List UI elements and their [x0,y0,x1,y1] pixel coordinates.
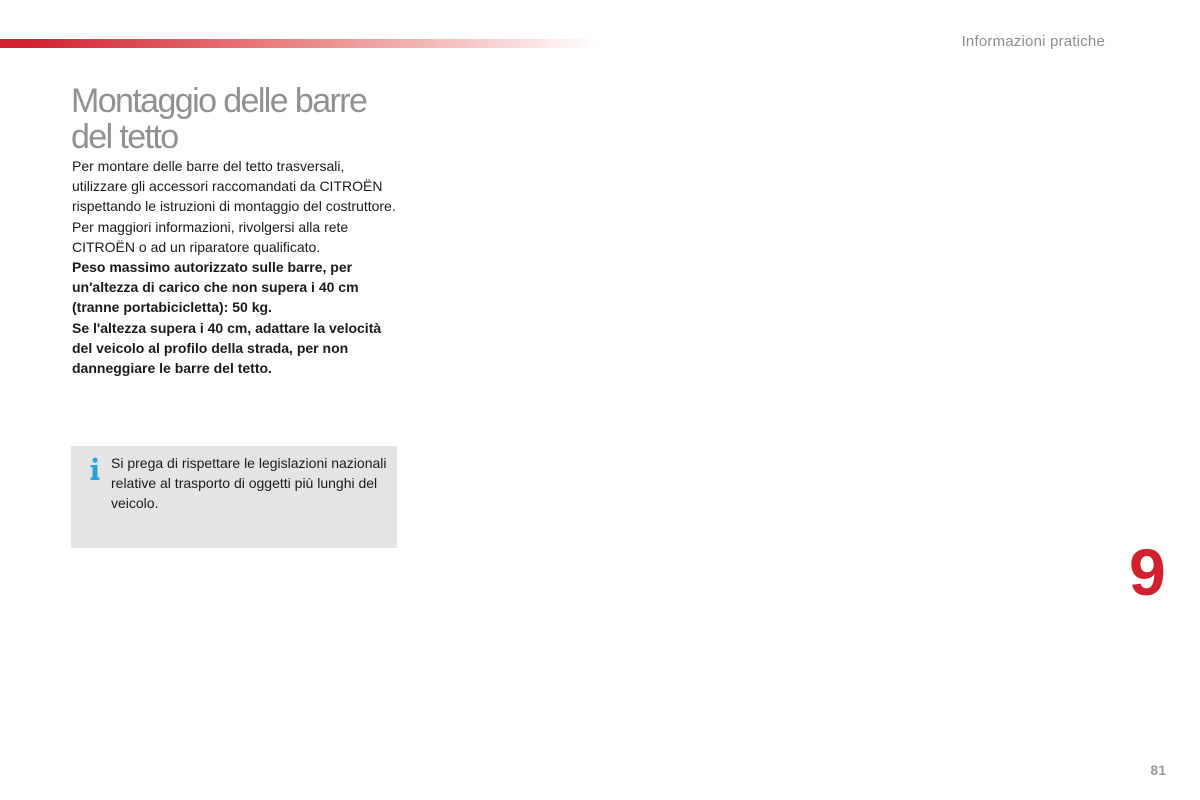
info-box [71,446,397,548]
section-title: Informazioni pratiche [961,33,1105,50]
warning-max-weight: Peso massimo autorizzato sulle barre, per un'altezza di carico che non supera i 40 cm (tranne portabicicletta): 50 kg. [72,259,359,316]
page-title: Montaggio delle barre del tetto [71,82,367,156]
paragraph-more-info: Per maggiori informazioni, rivolgersi alla rete CITROËN o ad un riparatore qualificato. [72,218,349,255]
paragraph-mounting-instructions: Per montare delle barre del tetto trasversali, utilizzare gli accessori raccomandati da CITROËN rispettando le istruzioni di montaggio del costruttore. [72,158,396,215]
info-icon [88,457,102,483]
header-accent-bar [0,39,600,48]
body-text [72,156,397,378]
page-number: 81 [1150,762,1166,778]
info-text: Si prega di rispettare le legislazioni nazionali relative al trasporto di oggetti più lunghi del veicolo. [111,455,387,512]
chapter-number: 9 [1129,535,1166,609]
warning-speed: Se l'altezza supera i 40 cm, adattare la velocità del veicolo al profilo della strada, per non danneggiare le barre del tetto. [72,319,382,377]
